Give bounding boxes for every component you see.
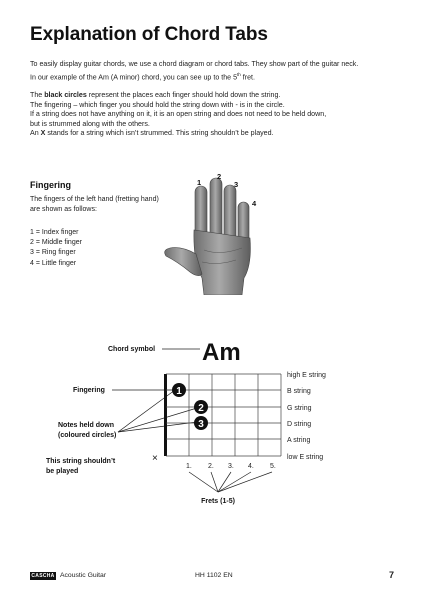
intro-line: In our example of the Am (A minor) chord, you can see up to the 5th fret. [30,71,255,81]
finger-list-item: 1 = Index finger [30,229,79,236]
notes-held-label: (coloured circles) [58,432,117,439]
fret-number: 4. [248,463,254,470]
explain-line: If a string does not have anything on it, it is an open string and does not need to be held down, [30,110,327,119]
notes-held-label: Notes held down [58,422,114,429]
fret-number: 3. [228,463,234,470]
finger-dot [194,416,208,430]
explain-line: but is strummed along with the others. [30,119,150,128]
string-label: D string [287,421,312,428]
book-title: Acoustic Guitar [60,572,107,579]
fret-number: 2. [208,463,214,470]
string-label: G string [287,405,312,412]
fret-lines [189,374,281,456]
hand-finger-number: 2 [217,172,222,181]
explain-line: An X stands for a string which isn’t strummed. This string shouldn’t be played. [30,129,274,138]
string-label: A string [287,437,311,444]
intro-line: To easily display guitar chords, we use a chord diagram or chord tabs. They show part of the guitar neck. [30,60,359,68]
muted-string-mark: × [152,453,158,464]
explanation-paragraph [30,91,326,139]
fingering-heading: Fingering [30,180,71,190]
not-played-label: be played [46,468,79,475]
fingering-description: The fingers of the left hand (fretting hand) are shown as follows: [30,196,159,213]
string-label: B string [287,388,311,395]
intro-paragraph [30,60,358,83]
hand-finger-number: 3 [234,180,239,189]
explain-line: The black circles represent the places each finger should hold down the string. [30,91,281,99]
svg-text:1: 1 [176,386,182,397]
explain-line: The fingering – which finger you should hold the string down with - is in the circle. [30,100,285,109]
nut [164,374,167,456]
book-code: HH 1102 EN [195,572,233,579]
finger-dot [172,383,186,397]
fret-number: 5. [270,463,276,470]
publisher-logo: CASCHA [31,573,55,579]
left-hand-illustration [160,170,290,295]
finger-list-item: 3 = Ring finger [30,249,76,257]
frets-label: Frets (1-5) [201,498,235,505]
chord-diagram [0,330,424,520]
page-number: 7 [388,570,394,580]
finger-list-item: 2 = Middle finger [30,239,82,247]
finger-list [30,228,82,269]
page-title: Explanation of Chord Tabs [30,24,268,45]
fret-number: 1. [186,463,192,470]
finger-dot [194,400,208,414]
string-label: low E string [287,454,324,461]
fingering-label: Fingering [73,387,105,394]
hand-finger-number: 1 [197,178,202,187]
svg-text:3: 3 [198,419,204,430]
string-label: high E string [287,372,326,379]
page-footer [30,571,394,583]
svg-text:2: 2 [198,403,204,414]
chord-name: Am [202,339,241,366]
finger-list-item: 4 = Little finger [30,259,77,267]
not-played-label: This string shouldn’t [46,458,116,465]
chord-symbol-label: Chord symbol [108,346,156,353]
hand-finger-number: 4 [252,199,257,208]
